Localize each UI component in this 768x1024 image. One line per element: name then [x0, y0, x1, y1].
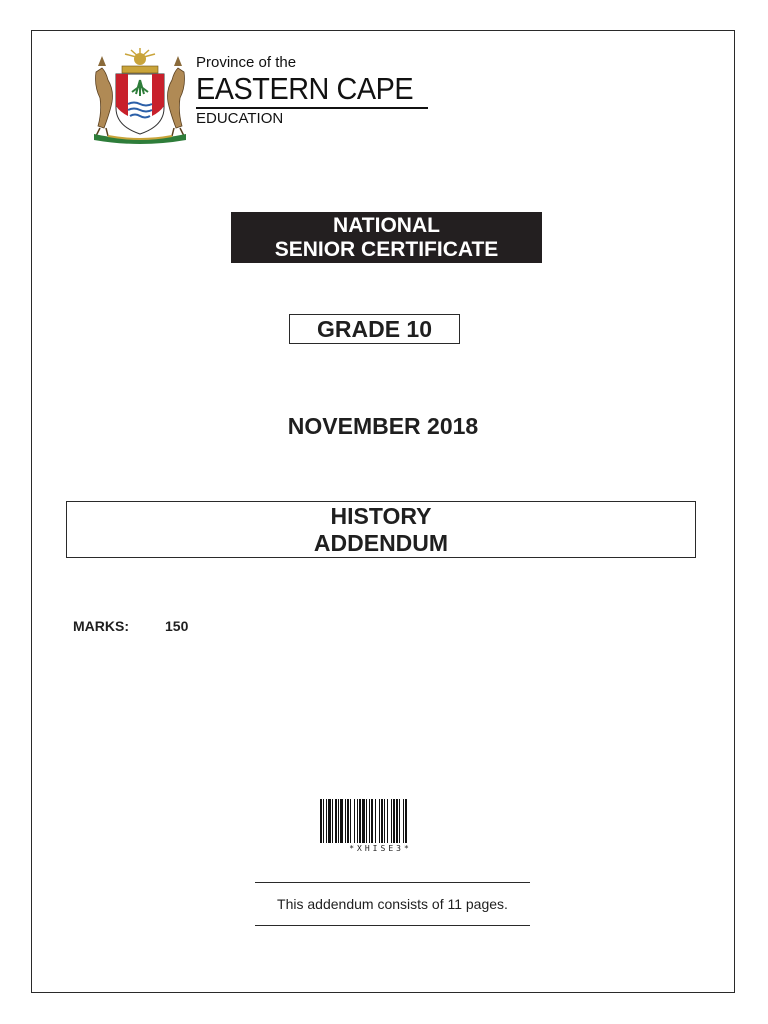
certificate-banner	[231, 212, 542, 263]
barcode-caption: *XHISE3*	[349, 844, 412, 853]
coat-of-arms-icon	[84, 46, 196, 146]
exam-date: NOVEMBER 2018	[287, 413, 479, 439]
banner-line-1: NATIONAL	[333, 214, 440, 237]
document-page	[31, 30, 735, 993]
department-wordmark	[196, 54, 436, 129]
grade-box: GRADE 10	[289, 314, 460, 344]
marks-row	[73, 617, 188, 635]
subject-title: HISTORY	[330, 503, 432, 529]
marks-label: MARKS:	[73, 618, 129, 634]
province-line: Province of the	[196, 54, 297, 71]
department-name: EDUCATION	[196, 110, 284, 127]
province-name: EASTERN CAPE	[196, 71, 414, 106]
paper-type: ADDENDUM	[313, 530, 449, 556]
department-logo	[84, 46, 444, 146]
marks-value: 150	[165, 618, 189, 634]
page-count-note: This addendum consists of 11 pages.	[255, 882, 530, 926]
subject-box	[66, 501, 696, 558]
banner-line-2: SENIOR CERTIFICATE	[274, 238, 499, 261]
